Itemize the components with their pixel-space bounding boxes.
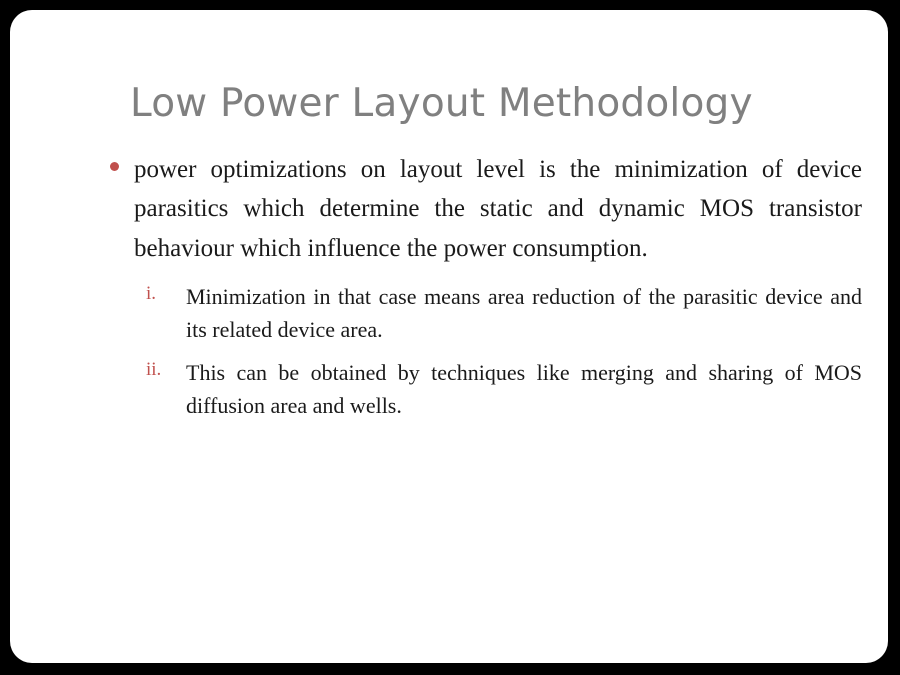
- slide-canvas: [10, 10, 888, 663]
- slide-body: [98, 150, 862, 432]
- list-item: [124, 280, 862, 346]
- roman-numeral-marker: i.: [146, 282, 157, 304]
- sub-item-text: This can be obtained by techniques like merging and sharing of MOS diffusion area and wells.: [186, 359, 862, 418]
- sub-list: [98, 280, 862, 422]
- roman-numeral-marker: ii.: [146, 358, 162, 380]
- list-item: [98, 150, 862, 268]
- sub-item-text: Minimization in that case means area reduction of the parasitic device and its related device area.: [186, 283, 862, 342]
- bullet-dot-icon: [110, 162, 119, 171]
- list-item: [124, 356, 862, 422]
- bullet-paragraph-text: power optimizations on layout level is the minimization of device parasitics which determine the static and dynamic MOS transistor behaviour which influence the power consumption.: [134, 156, 862, 262]
- page-title: Low Power Layout Methodology: [130, 81, 753, 126]
